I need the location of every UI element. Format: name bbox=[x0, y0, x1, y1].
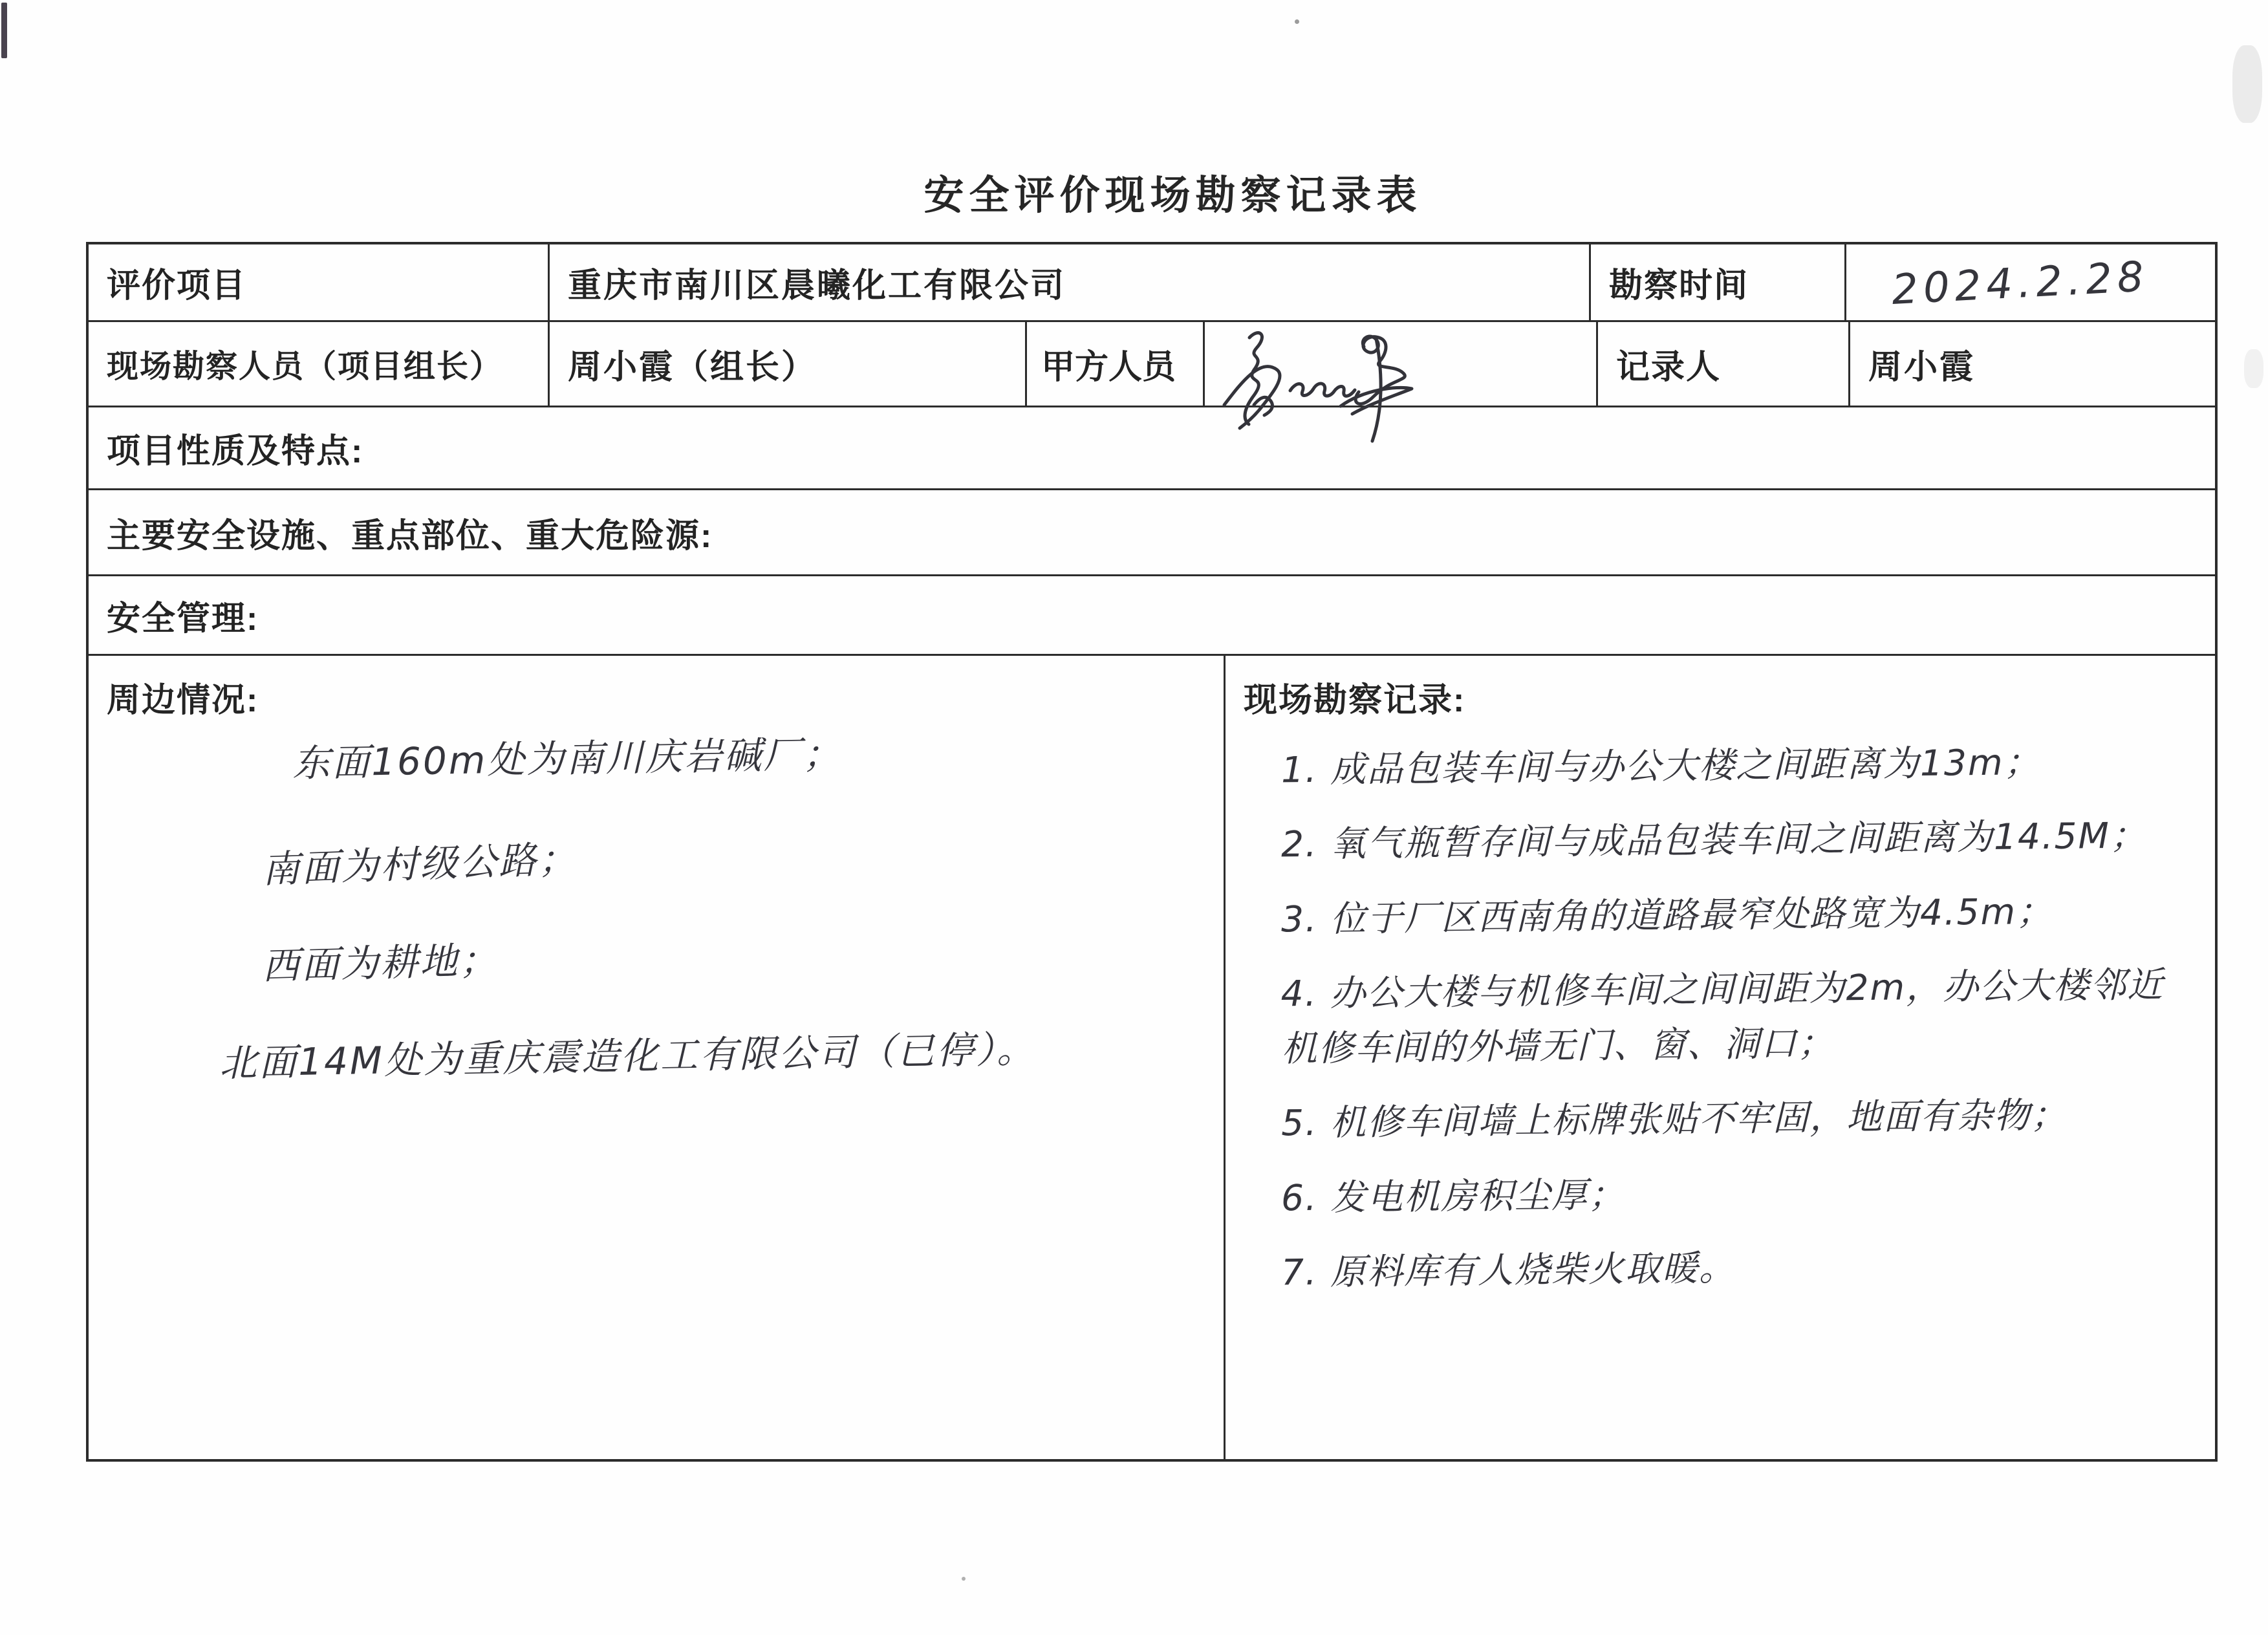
survey-record-item: 7. 原料库有人烧柴火取暖。 bbox=[1280, 1246, 1736, 1294]
safety-facilities-label: 主要安全设施、重点部位、重大危险源: bbox=[107, 517, 713, 555]
row-safety-management bbox=[89, 576, 2215, 656]
safety-facilities-cell bbox=[89, 490, 2215, 574]
row-survey-details bbox=[89, 656, 2215, 1459]
survey-time-value-handwritten: 2024.2.28 bbox=[1890, 252, 2150, 314]
party-a-signature bbox=[1214, 326, 1427, 452]
project-value: 重庆市南川区晨曦化工有限公司 bbox=[568, 267, 1066, 305]
surveyor-label: 现场勘察人员（项目组长） bbox=[107, 349, 503, 384]
survey-record-item: 1. 成品包装车间与办公大楼之间距离为13m； bbox=[1280, 741, 2041, 791]
project-label: 评价项目 bbox=[107, 267, 247, 305]
surveyor-value-cell bbox=[550, 322, 1027, 406]
survey-records-cell bbox=[1226, 656, 2215, 1459]
survey-time-label-cell bbox=[1591, 244, 1846, 320]
project-nature-label: 项目性质及特点: bbox=[107, 433, 364, 470]
row-safety-facilities bbox=[89, 490, 2215, 576]
recorder-label-cell bbox=[1598, 322, 1850, 406]
surroundings-header: 周边情况: bbox=[107, 682, 259, 719]
surroundings-note: 北面14M处为重庆震造化工有限公司（已停）。 bbox=[219, 1026, 1037, 1086]
recorder-value-cell bbox=[1850, 322, 2215, 406]
surroundings-note: 东面160m处为南川庆岩碱厂； bbox=[292, 731, 843, 786]
survey-record-item: 5. 机修车间墙上标牌张贴不牢固，地面有杂物； bbox=[1280, 1094, 2068, 1144]
signature-scribble-icon bbox=[1214, 326, 1427, 452]
safety-management-cell bbox=[89, 576, 2215, 654]
survey-records-list bbox=[1244, 738, 2215, 1315]
survey-record-item: 4. 办公大楼与机修车间之间间距为2m，办公大楼邻近机修车间的外墙无门、窗、洞口； bbox=[1280, 963, 2165, 1070]
survey-form-table bbox=[86, 242, 2218, 1462]
recorder-value: 周小霞 bbox=[1868, 349, 1976, 386]
surveyor-label-cell bbox=[89, 322, 550, 406]
survey-record-item: 3. 位于厂区西南角的道路最窄处路宽为4.5m； bbox=[1280, 890, 2054, 940]
surroundings-cell bbox=[89, 656, 1226, 1459]
survey-records-header: 现场勘察记录: bbox=[1244, 682, 1466, 719]
party-a-label: 甲方人员 bbox=[1041, 349, 1176, 386]
safety-management-label: 安全管理: bbox=[107, 600, 259, 638]
recorder-label: 记录人 bbox=[1616, 349, 1722, 386]
survey-record-item: 2. 氧气瓶暂存间与成品包装车间之间距离为14.5M； bbox=[1280, 814, 2148, 865]
project-label-cell bbox=[89, 244, 550, 320]
project-nature-cell bbox=[89, 407, 2215, 488]
survey-time-value-cell bbox=[1846, 244, 2215, 320]
survey-time-label: 勘察时间 bbox=[1609, 267, 1749, 305]
surveyor-value: 周小霞（组长） bbox=[568, 349, 817, 386]
row-personnel bbox=[89, 322, 2215, 407]
project-value-cell bbox=[550, 244, 1591, 320]
page-title: 安全评价现场勘察记录表 bbox=[923, 173, 1422, 218]
party-a-signature-cell bbox=[1205, 322, 1598, 406]
row-project-nature bbox=[89, 407, 2215, 490]
row-project bbox=[89, 244, 2215, 322]
survey-record-item: 6. 发电机房积尘厚； bbox=[1280, 1173, 1626, 1218]
surroundings-note: 南面为村级公路； bbox=[261, 836, 579, 892]
surroundings-note: 西面为耕地； bbox=[261, 938, 499, 988]
party-a-label-cell bbox=[1027, 322, 1205, 406]
